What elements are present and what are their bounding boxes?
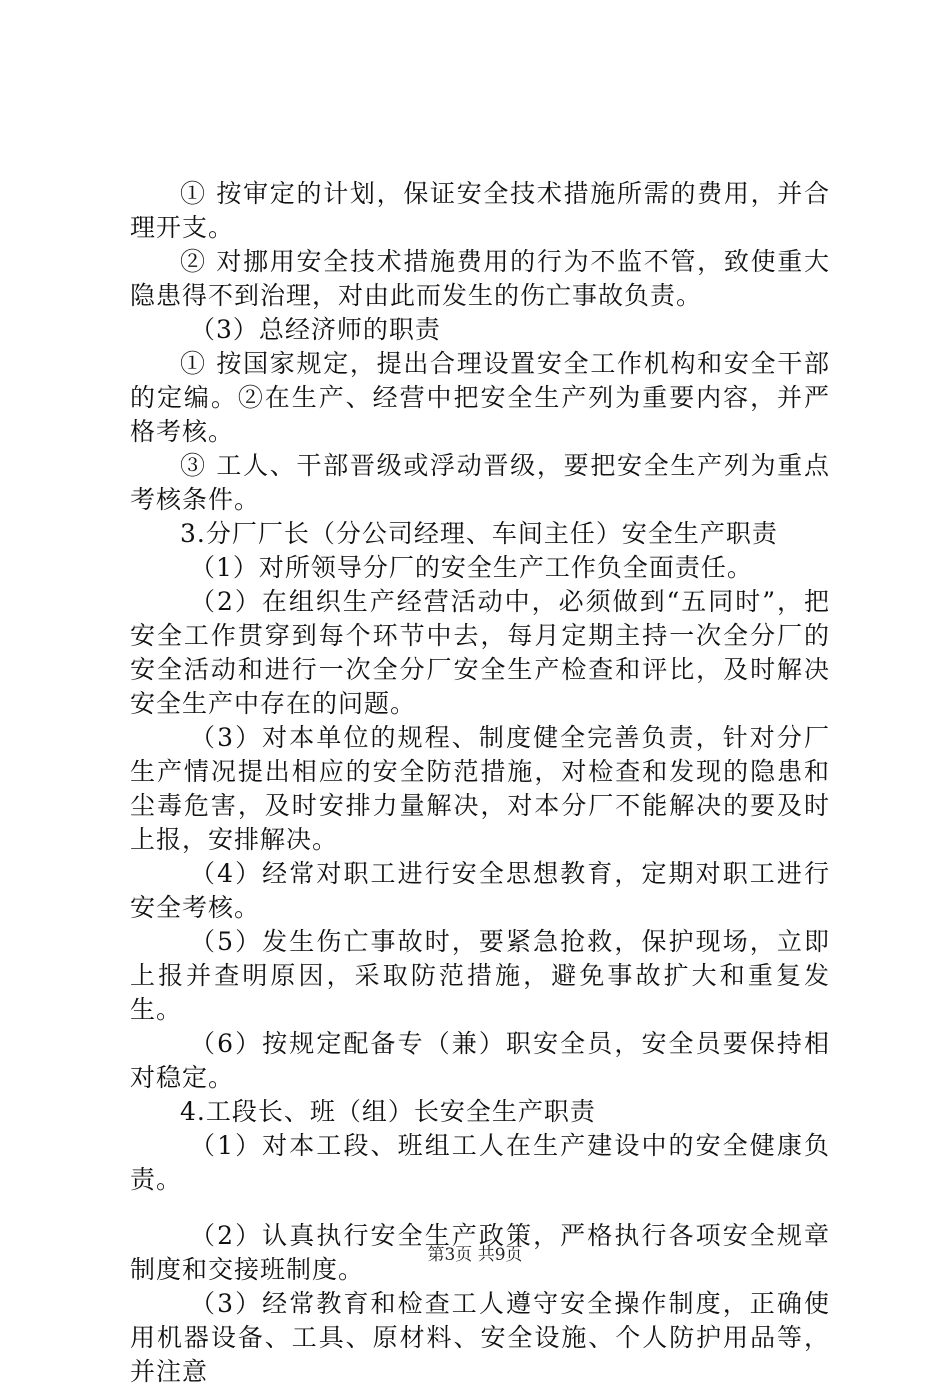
paragraph: （1）对本工段、班组工人在生产建设中的安全健康负责。 — [130, 1131, 830, 1194]
section-heading: 3.分厂厂长（分公司经理、车间主任）安全生产职责 — [180, 519, 778, 548]
section-heading: （3）总经济师的职责 — [190, 315, 441, 344]
paragraph: （6）按规定配备专（兼）职安全员，安全员要保持相对稳定。 — [130, 1029, 830, 1092]
paragraph: ① 按国家规定，提出合理设置安全工作机构和安全干部的定编。②在生产、经营中把安全生产列为重要内容，并严格考核。 — [130, 349, 830, 446]
paragraph: （3）对本单位的规程、制度健全完善负责，针对分厂生产情况提出相应的安全防范措施，对检查和发现的隐患和尘毒危害，及时安排力量解决，对本分厂不能解决的要及时上报，安排解决。 — [130, 723, 830, 854]
paragraph: （5）发生伤亡事故时，要紧急抢救，保护现场，立即上报并查明原因，采取防范措施，避免事故扩大和重复发生。 — [130, 927, 830, 1024]
paragraph: （1）对所领导分厂的安全生产工作负全面责任。 — [190, 553, 753, 582]
paragraph: ③ 工人、干部晋级或浮动晋级，要把安全生产列为重点考核条件。 — [130, 451, 830, 514]
section-heading: 4.工段长、班（组）长安全生产职责 — [180, 1097, 596, 1126]
paragraph: （2）认真执行安全生产政策，严格执行各项安全规章制度和交接班制度。 — [130, 1221, 830, 1284]
document-body — [130, 177, 830, 1389]
page-footer: 第3页 共9页 — [427, 1245, 523, 1265]
paragraph: （2）在组织生产经营活动中，必须做到“五同时”，把安全工作贯穿到每个环节中去，每月定期主持一次全分厂的安全活动和进行一次全分厂安全生产检查和评比，及时解决安全生产中存在的问题。 — [130, 587, 830, 718]
paragraph: ② 对挪用安全技术措施费用的行为不监不管，致使重大隐患得不到治理，对由此而发生的伤亡事故负责。 — [130, 247, 830, 310]
paragraph: （3）经常教育和检查工人遵守安全操作制度，正确使用机器设备、工具、原材料、安全设施、个人防护用品等，并注意 — [130, 1289, 830, 1386]
paragraph: ① 按审定的计划，保证安全技术措施所需的费用，并合理开支。 — [130, 179, 830, 242]
blank-line — [130, 1197, 830, 1219]
paragraph: （4）经常对职工进行安全思想教育，定期对职工进行安全考核。 — [130, 859, 830, 922]
